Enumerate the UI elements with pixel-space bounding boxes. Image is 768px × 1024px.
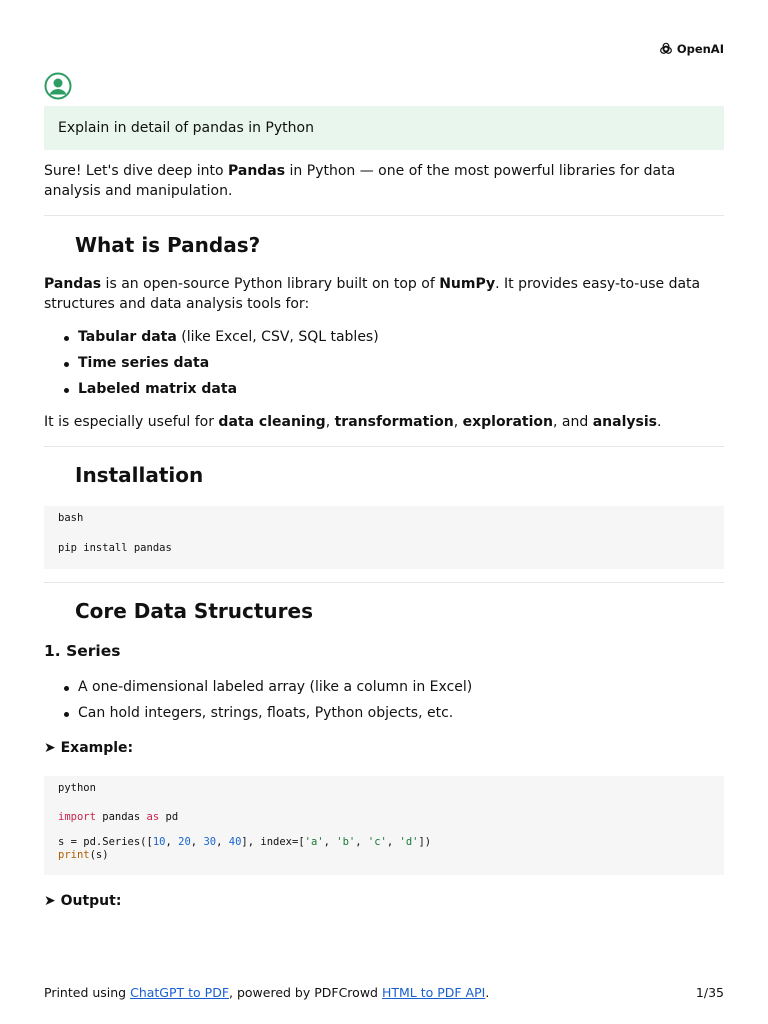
pandas-description: Pandas is an open-source Python library built on top of NumPy. It provides easy-to-use data structures and data analysis tools for:: [44, 276, 701, 312]
divider: [44, 215, 724, 216]
heading-installation: Installation: [75, 463, 204, 487]
divider: [44, 446, 724, 447]
list-item: A one-dimensional labeled array (like a column in Excel): [44, 678, 472, 704]
list-item: Can hold integers, strings, floats, Python objects, etc.: [44, 704, 472, 730]
logo-text: OpenAI: [676, 42, 724, 56]
openai-logo-icon: [658, 41, 674, 57]
intro-paragraph: Sure! Let's dive deep into Pandas in Python — one of the most powerful libraries for data analysis and manipulation.: [44, 163, 676, 199]
divider: [44, 582, 724, 583]
code-line: import pandas as pd: [58, 811, 179, 823]
list-item: Tabular data (like Excel, CSV, SQL tables): [44, 328, 379, 354]
footer: Printed using ChatGPT to PDF, powered by PDFCrowd HTML to PDF API. 1/35: [44, 985, 724, 1000]
series-features-list: [44, 678, 472, 730]
code-block-python: [44, 776, 724, 875]
list-item: Labeled matrix data: [44, 380, 379, 406]
example-label: ➤ Example:: [44, 740, 134, 756]
list-item: Time series data: [44, 354, 379, 380]
subheading-series: 1. Series: [44, 642, 121, 660]
page-number: 1/35: [695, 985, 724, 1000]
code-block-bash: [44, 506, 724, 569]
output-label: ➤ Output:: [44, 893, 122, 909]
heading-core-data-structures: Core Data Structures: [75, 599, 313, 623]
chatgpt-to-pdf-link[interactable]: ChatGPT to PDF: [130, 985, 230, 1000]
page: [44, 0, 724, 1024]
data-types-list: [44, 328, 379, 406]
code-line: pip install pandas: [58, 542, 172, 554]
user-prompt: Explain in detail of pandas in Python: [44, 106, 724, 150]
user-avatar-icon: [44, 72, 72, 100]
code-line: s = pd.Series([10, 20, 30, 40], index=['a', 'b', 'c', 'd']): [58, 836, 432, 848]
code-language-label: bash: [58, 512, 84, 524]
html-to-pdf-api-link[interactable]: HTML to PDF API: [381, 985, 486, 1000]
heading-what-is-pandas: What is Pandas?: [75, 233, 261, 257]
code-language-label: python: [58, 782, 96, 794]
openai-logo: [658, 41, 724, 57]
code-line: print(s): [58, 849, 109, 861]
usefulness-paragraph: It is especially useful for data cleaning, transformation, exploration, and analysis.: [44, 414, 662, 430]
